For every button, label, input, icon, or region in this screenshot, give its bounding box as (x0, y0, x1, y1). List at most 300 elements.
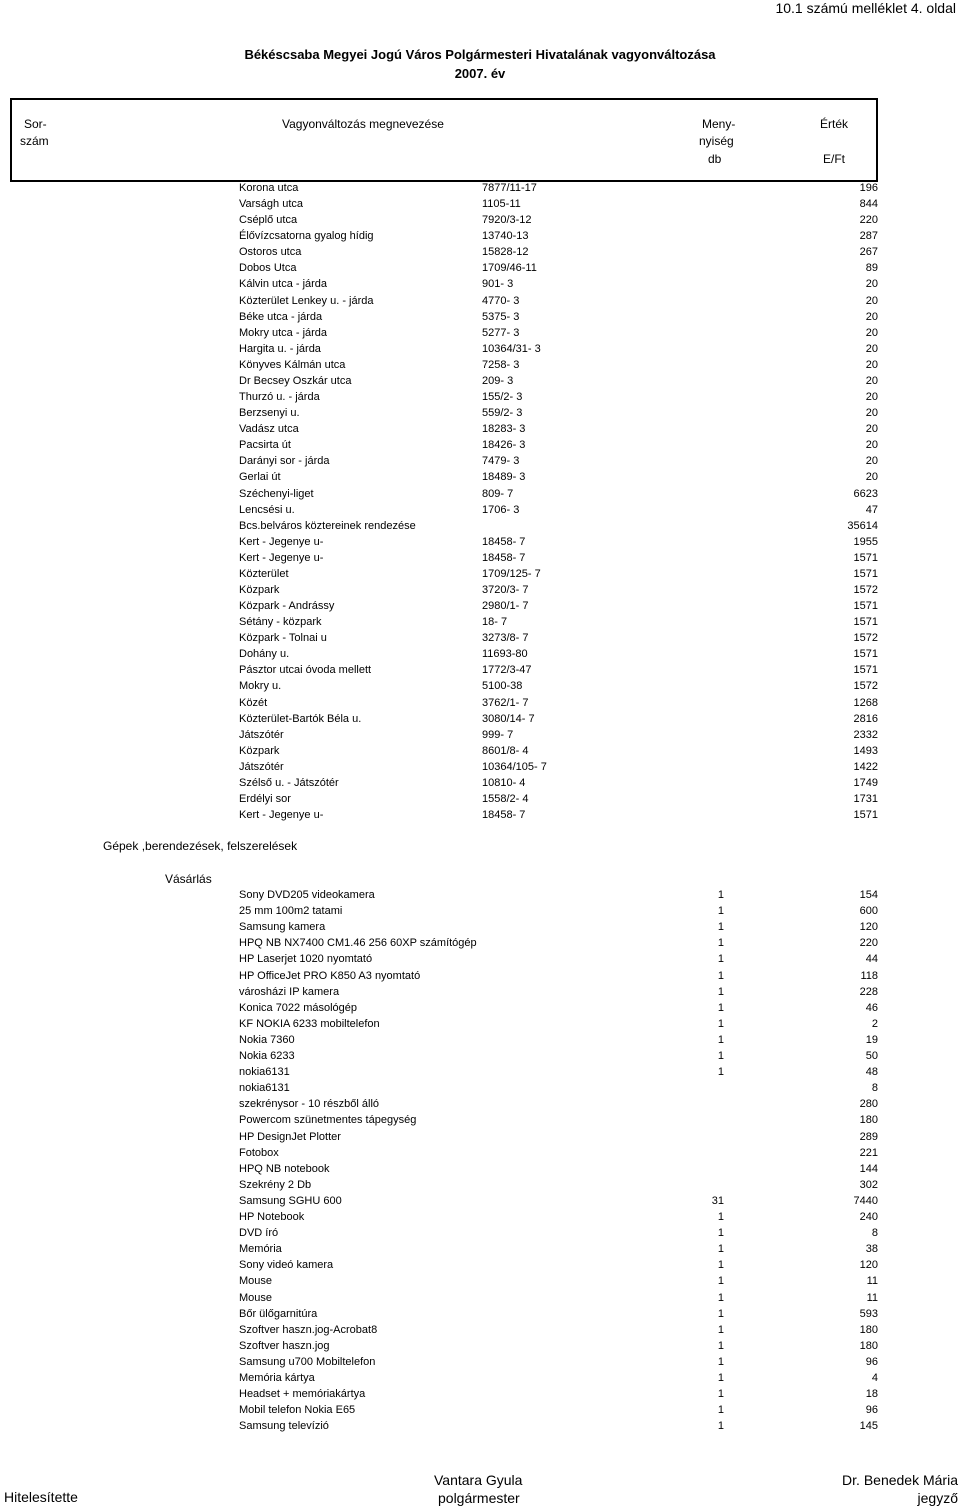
item-quantity: 1 (717, 1001, 724, 1014)
item-name: Sony videó kamera (239, 1259, 334, 1272)
item-name: HPQ NB notebook (239, 1162, 330, 1175)
table-row (0, 182, 960, 198)
item-value: 1571 (853, 616, 878, 629)
item-value: 2332 (853, 728, 878, 741)
item-quantity: 1 (717, 1066, 724, 1079)
item-value: 18 (865, 1388, 878, 1401)
table-row (0, 1356, 960, 1372)
table-row (0, 1131, 960, 1147)
parcel-number: 10364/31- 3 (482, 342, 541, 355)
table-row (0, 713, 960, 729)
item-quantity: 1 (717, 1420, 724, 1433)
item-name: Varságh utca (239, 198, 304, 211)
item-value: 20 (865, 342, 878, 355)
item-name: Korona utca (239, 182, 299, 194)
parcel-number: 3720/3- 7 (482, 584, 529, 596)
table-row (0, 359, 960, 375)
table-row (0, 230, 960, 246)
item-name: szekrénysor - 10 részből álló (239, 1098, 380, 1111)
item-name: Közterület Lenkey u. - járda (239, 294, 374, 307)
item-value: 96 (865, 1355, 878, 1368)
table-row (0, 504, 960, 520)
item-name: Játszótér (239, 728, 284, 741)
item-value: 240 (859, 1211, 878, 1223)
item-quantity: 1 (717, 1372, 724, 1384)
document-title: Békéscsaba Megyei Jogú Város Polgármesteri Hivatalának vagyonváltozása (244, 47, 716, 62)
item-name: Nokia 6233 (239, 1050, 295, 1062)
item-name: Sony DVD205 videokamera (239, 889, 375, 901)
item-name: Játszótér (239, 760, 284, 773)
table-row (0, 889, 960, 905)
header-meny: Meny- (702, 117, 736, 131)
item-name: Memória kártya (239, 1372, 315, 1384)
item-value: 220 (859, 214, 878, 227)
footer-notary-role: jegyző (917, 1490, 958, 1506)
table-row (0, 1340, 960, 1356)
parcel-number: 18458- 7 (482, 535, 526, 548)
parcel-number: 3080/14- 7 (482, 712, 535, 725)
item-name: Pacsirta út (239, 439, 291, 452)
item-quantity: 1 (717, 937, 724, 950)
item-name: HP DesignJet Plotter (239, 1130, 341, 1143)
table-row (0, 1372, 960, 1388)
item-name: Pásztor utcai óvoda mellett (239, 664, 372, 677)
table-row (0, 970, 960, 986)
table-row (0, 1179, 960, 1195)
parcel-number: 18- 7 (482, 616, 508, 629)
header-nyiseg: nyiség (699, 134, 734, 148)
item-quantity: 1 (717, 889, 724, 901)
table-row (0, 423, 960, 439)
table-row (0, 311, 960, 327)
table-row (0, 809, 960, 825)
table-row (0, 745, 960, 761)
header-eft: E/Ft (823, 152, 846, 166)
table-row (0, 1018, 960, 1034)
table-row (0, 214, 960, 230)
item-quantity: 1 (717, 1259, 724, 1272)
item-value: 1572 (853, 680, 878, 693)
table-row (0, 262, 960, 278)
item-value: 46 (865, 1001, 878, 1014)
item-value: 1571 (853, 648, 878, 661)
item-name: Közpark (239, 744, 280, 757)
parcel-number: 3273/8- 7 (482, 632, 529, 645)
item-name: Nokia 7360 (239, 1033, 295, 1046)
item-value: 1571 (853, 809, 878, 822)
table-row (0, 1308, 960, 1324)
item-value: 221 (859, 1146, 878, 1159)
parcel-number: 1709/46-11 (482, 262, 537, 275)
table-row (0, 1147, 960, 1163)
parcel-number: 1105-11 (482, 198, 521, 211)
item-value: 38 (865, 1243, 878, 1256)
item-name: 25 mm 100m2 tatami (239, 905, 343, 918)
parcel-number: 5100-38 (482, 680, 523, 693)
item-name: Kert - Jegenye u- (239, 535, 324, 548)
table-row (0, 391, 960, 407)
item-quantity: 1 (717, 921, 724, 934)
parcel-number: 1772/3-47 (482, 664, 532, 677)
item-name: Gerlai út (239, 471, 281, 484)
table-row (0, 1420, 960, 1436)
parcel-number: 3762/1- 7 (482, 696, 529, 709)
item-name: Béke utca - járda (239, 310, 323, 323)
item-value: 267 (859, 246, 878, 259)
item-value: 593 (859, 1307, 878, 1320)
item-value: 1268 (853, 696, 878, 709)
item-value: 289 (859, 1130, 878, 1143)
item-value: 145 (859, 1420, 878, 1433)
item-value: 4 (871, 1372, 878, 1384)
table-row (0, 375, 960, 391)
item-value: 50 (865, 1050, 878, 1062)
item-value: 600 (859, 905, 878, 918)
item-value: 180 (859, 1323, 878, 1336)
item-quantity: 1 (717, 1355, 724, 1368)
table-row (0, 407, 960, 423)
table-row (0, 937, 960, 953)
parcel-number: 18489- 3 (482, 471, 526, 484)
item-value: 20 (865, 407, 878, 420)
item-quantity: 1 (717, 1323, 724, 1336)
item-quantity: 1 (717, 1227, 724, 1240)
table-row (0, 616, 960, 632)
item-name: Konica 7022 másológép (239, 1001, 358, 1014)
table-row (0, 1259, 960, 1275)
item-value: 96 (865, 1404, 878, 1417)
item-value: 180 (859, 1114, 878, 1127)
table-row (0, 986, 960, 1002)
item-name: Szoftver haszn.jog (239, 1339, 330, 1352)
footer-mayor-name: Vantara Gyula (434, 1472, 523, 1488)
parcel-number: 8601/8- 4 (482, 744, 529, 757)
table-row (0, 488, 960, 504)
item-value: 20 (865, 423, 878, 436)
item-value: 118 (860, 969, 878, 982)
item-value: 11 (866, 1291, 878, 1304)
item-value: 20 (865, 455, 878, 468)
item-value: 220 (859, 937, 878, 950)
table-row (0, 1324, 960, 1340)
parcel-number: 5375- 3 (482, 310, 520, 323)
parcel-number: 10364/105- 7 (482, 760, 547, 773)
item-value: 35614 (847, 519, 878, 532)
table-row (0, 905, 960, 921)
item-name: Közét (239, 696, 268, 709)
item-name: Headset + memóriakártya (239, 1388, 366, 1401)
item-value: 47 (865, 503, 878, 516)
table-row (0, 793, 960, 809)
item-value: 20 (865, 326, 878, 339)
item-value: 20 (865, 278, 878, 291)
item-name: Közpark (239, 584, 280, 596)
item-name: Mokry u. (239, 680, 282, 693)
table-row (0, 697, 960, 713)
item-quantity: 1 (717, 953, 724, 966)
subsection-label: Vásárlás (165, 872, 212, 886)
item-name: DVD író (239, 1227, 279, 1240)
item-name: Mouse (239, 1275, 273, 1288)
table-row (0, 1211, 960, 1227)
table-row (0, 921, 960, 937)
table-row (0, 1227, 960, 1243)
table-row (0, 680, 960, 696)
table-row (0, 455, 960, 471)
item-name: Közpark - Andrássy (239, 600, 335, 613)
document-year: 2007. év (454, 66, 506, 81)
item-name: Dobos Utca (239, 262, 297, 275)
parcel-number: 18458- 7 (482, 551, 526, 564)
table-row (0, 1066, 960, 1082)
item-value: 196 (859, 182, 878, 194)
item-value: 20 (865, 439, 878, 452)
header-ertek: Érték (820, 117, 849, 131)
section-label: Gépek ,berendezések, felszerelések (103, 839, 298, 853)
item-value: 302 (859, 1178, 878, 1191)
item-name: Dr Becsey Oszkár utca (239, 374, 352, 387)
item-name: Lencsési u. (239, 503, 295, 516)
table-row (0, 777, 960, 793)
item-value: 1731 (853, 793, 878, 806)
item-name: Vadász utca (239, 423, 299, 436)
item-name: Cséplő utca (239, 214, 298, 227)
table-row (0, 1098, 960, 1114)
table-row (0, 536, 960, 552)
item-quantity: 1 (717, 1291, 724, 1304)
table-row (0, 729, 960, 745)
item-name: Berzsenyi u. (239, 407, 300, 420)
header-szam: szám (20, 134, 49, 148)
item-value: 20 (865, 374, 878, 387)
item-quantity: 1 (717, 1050, 724, 1062)
item-quantity: 31 (711, 1194, 724, 1207)
item-quantity: 1 (717, 985, 724, 998)
item-name: Mobil telefon Nokia E65 (239, 1404, 356, 1417)
table-row (0, 327, 960, 343)
item-quantity: 1 (717, 1339, 724, 1352)
parcel-number: 7258- 3 (482, 358, 520, 371)
item-value: 1571 (853, 567, 878, 580)
table-row (0, 246, 960, 262)
item-name: Fotobox (239, 1146, 279, 1159)
item-value: 844 (859, 198, 878, 211)
item-name: Széchenyi-liget (239, 487, 314, 500)
item-name: városházi IP kamera (239, 985, 340, 998)
parcel-number: 4770- 3 (482, 294, 520, 307)
parcel-number: 18283- 3 (482, 423, 526, 436)
item-name: nokia6131 (239, 1082, 290, 1095)
item-name: Samsung kamera (239, 921, 326, 934)
parcel-number: 18458- 7 (482, 809, 526, 822)
table-row (0, 1002, 960, 1018)
item-name: Thurzó u. - járda (239, 391, 320, 404)
parcel-number: 5277- 3 (482, 326, 520, 339)
table-row (0, 1243, 960, 1259)
item-value: 2816 (853, 712, 878, 725)
table-row (0, 198, 960, 214)
item-name: Kert - Jegenye u- (239, 809, 324, 822)
item-quantity: 1 (717, 905, 724, 918)
item-value: 7440 (853, 1194, 878, 1207)
item-value: 48 (865, 1066, 878, 1079)
item-value: 6623 (853, 487, 878, 500)
table-row (0, 278, 960, 294)
item-name: Szélső u. - Játszótér (239, 776, 339, 789)
parcel-number: 15828-12 (482, 246, 529, 259)
table-row (0, 648, 960, 664)
item-name: HP Notebook (239, 1211, 305, 1223)
parcel-number: 18426- 3 (482, 439, 526, 452)
parcel-number: 10810- 4 (482, 776, 526, 789)
item-name: Samsung u700 Mobiltelefon (239, 1355, 376, 1368)
item-value: 20 (865, 471, 878, 484)
item-name: Ostoros utca (239, 246, 302, 259)
item-quantity: 1 (717, 1275, 724, 1288)
item-value: 11 (866, 1275, 878, 1288)
item-name: Élővízcsatorna gyalog hídig (239, 230, 374, 243)
item-value: 8 (871, 1227, 878, 1240)
item-value: 20 (865, 358, 878, 371)
parcel-number: 999- 7 (482, 728, 514, 741)
item-name: Bcs.belváros köztereinek rendezése (239, 519, 416, 532)
item-value: 1571 (853, 600, 878, 613)
table-row (0, 953, 960, 969)
table-row (0, 343, 960, 359)
item-name: Sétány - közpark (239, 616, 322, 629)
item-name: Szekrény 2 Db (239, 1178, 312, 1191)
parcel-number: 809- 7 (482, 487, 514, 500)
item-value: 44 (865, 953, 878, 966)
item-name: KF NOKIA 6233 mobiltelefon (239, 1017, 380, 1030)
table-row (0, 600, 960, 616)
table-row (0, 1275, 960, 1291)
parcel-number: 209- 3 (482, 374, 514, 387)
item-name: Könyves Kálmán utca (239, 358, 346, 371)
item-value: 1572 (853, 584, 878, 596)
item-quantity: 1 (717, 1307, 724, 1320)
parcel-number: 559/2- 3 (482, 407, 523, 420)
table-row (0, 1082, 960, 1098)
item-value: 120 (859, 1259, 878, 1272)
table-header (10, 98, 878, 182)
item-name: Mouse (239, 1291, 273, 1304)
item-value: 20 (865, 310, 878, 323)
item-value: 1571 (853, 664, 878, 677)
page-note: 10.1 számú melléklet 4. oldal (775, 0, 956, 16)
table-row (0, 568, 960, 584)
item-quantity: 1 (717, 1033, 724, 1046)
parcel-number: 1706- 3 (482, 503, 520, 516)
footer-mayor-role: polgármester (438, 1490, 520, 1506)
item-value: 2 (871, 1017, 878, 1030)
parcel-number: 7920/3-12 (482, 214, 532, 227)
table-row (0, 552, 960, 568)
footer-notary-name: Dr. Benedek Mária (842, 1472, 958, 1488)
header-description: Vagyonváltozás megnevezése (282, 117, 444, 131)
item-value: 8 (871, 1082, 878, 1095)
table-row (0, 632, 960, 648)
item-quantity: 1 (717, 1211, 724, 1223)
item-value: 228 (859, 985, 878, 998)
item-value: 20 (865, 294, 878, 307)
table-row (0, 439, 960, 455)
parcel-number: 1709/125- 7 (482, 567, 541, 580)
parcel-number: 13740-13 (482, 230, 529, 243)
table-row (0, 1114, 960, 1130)
item-name: Kálvin utca - járda (239, 278, 328, 291)
item-name: HPQ NB NX7400 CM1.46 256 60XP számítógép (239, 937, 477, 950)
item-value: 1572 (853, 632, 878, 645)
table-row (0, 1034, 960, 1050)
parcel-number: 901- 3 (482, 278, 514, 291)
item-name: Powercom szünetmentes tápegység (239, 1114, 417, 1127)
item-value: 1422 (853, 760, 878, 773)
item-value: 180 (859, 1339, 878, 1352)
item-name: Dohány u. (239, 648, 290, 661)
item-name: Samsung SGHU 600 (239, 1194, 342, 1207)
item-value: 1571 (853, 551, 878, 564)
item-name: Közterület-Bartók Béla u. (239, 712, 362, 725)
table-row (0, 1404, 960, 1420)
table-row (0, 1388, 960, 1404)
item-name: Kert - Jegenye u- (239, 551, 324, 564)
item-value: 89 (865, 262, 878, 275)
item-quantity: 1 (717, 1017, 724, 1030)
table-row (0, 761, 960, 777)
item-quantity: 1 (717, 1243, 724, 1256)
item-value: 280 (859, 1098, 878, 1111)
item-value: 1955 (853, 535, 878, 548)
table-row (0, 584, 960, 600)
table-row (0, 1050, 960, 1066)
item-value: 120 (859, 921, 878, 934)
item-value: 20 (865, 391, 878, 404)
table-row (0, 1292, 960, 1308)
item-name: Közterület (239, 567, 289, 580)
header-sor: Sor- (24, 117, 47, 131)
parcel-number: 7479- 3 (482, 455, 520, 468)
table-row (0, 1195, 960, 1211)
item-value: 144 (859, 1162, 878, 1175)
item-value: 19 (865, 1033, 878, 1046)
item-name: Mokry utca - járda (239, 326, 328, 339)
item-name: Hargita u. - járda (239, 342, 321, 355)
parcel-number: 11693-80 (482, 648, 528, 661)
item-name: Samsung televízió (239, 1420, 329, 1433)
item-name: Szoftver haszn.jog-Acrobat8 (239, 1323, 378, 1336)
parcel-number: 7877/11-17 (482, 182, 537, 194)
item-quantity: 1 (717, 1404, 724, 1417)
table-row (0, 664, 960, 680)
item-value: 287 (859, 230, 878, 243)
item-value: 154 (859, 889, 878, 901)
item-name: Erdélyi sor (239, 793, 291, 806)
item-name: nokia6131 (239, 1066, 290, 1079)
item-name: HP OfficeJet PRO K850 A3 nyomtató (239, 969, 421, 982)
item-name: Memória (239, 1243, 282, 1256)
table-row (0, 295, 960, 311)
item-name: Bőr ülőgarnitúra (239, 1307, 318, 1320)
parcel-number: 1558/2- 4 (482, 793, 529, 806)
item-name: Közpark - Tolnai u (239, 632, 327, 645)
parcel-number: 155/2- 3 (482, 391, 523, 404)
footer-certified: Hitelesítette (4, 1489, 78, 1505)
parcel-number: 2980/1- 7 (482, 600, 529, 613)
item-name: HP Laserjet 1020 nyomtató (239, 953, 373, 966)
table-row (0, 471, 960, 487)
table-row (0, 1163, 960, 1179)
